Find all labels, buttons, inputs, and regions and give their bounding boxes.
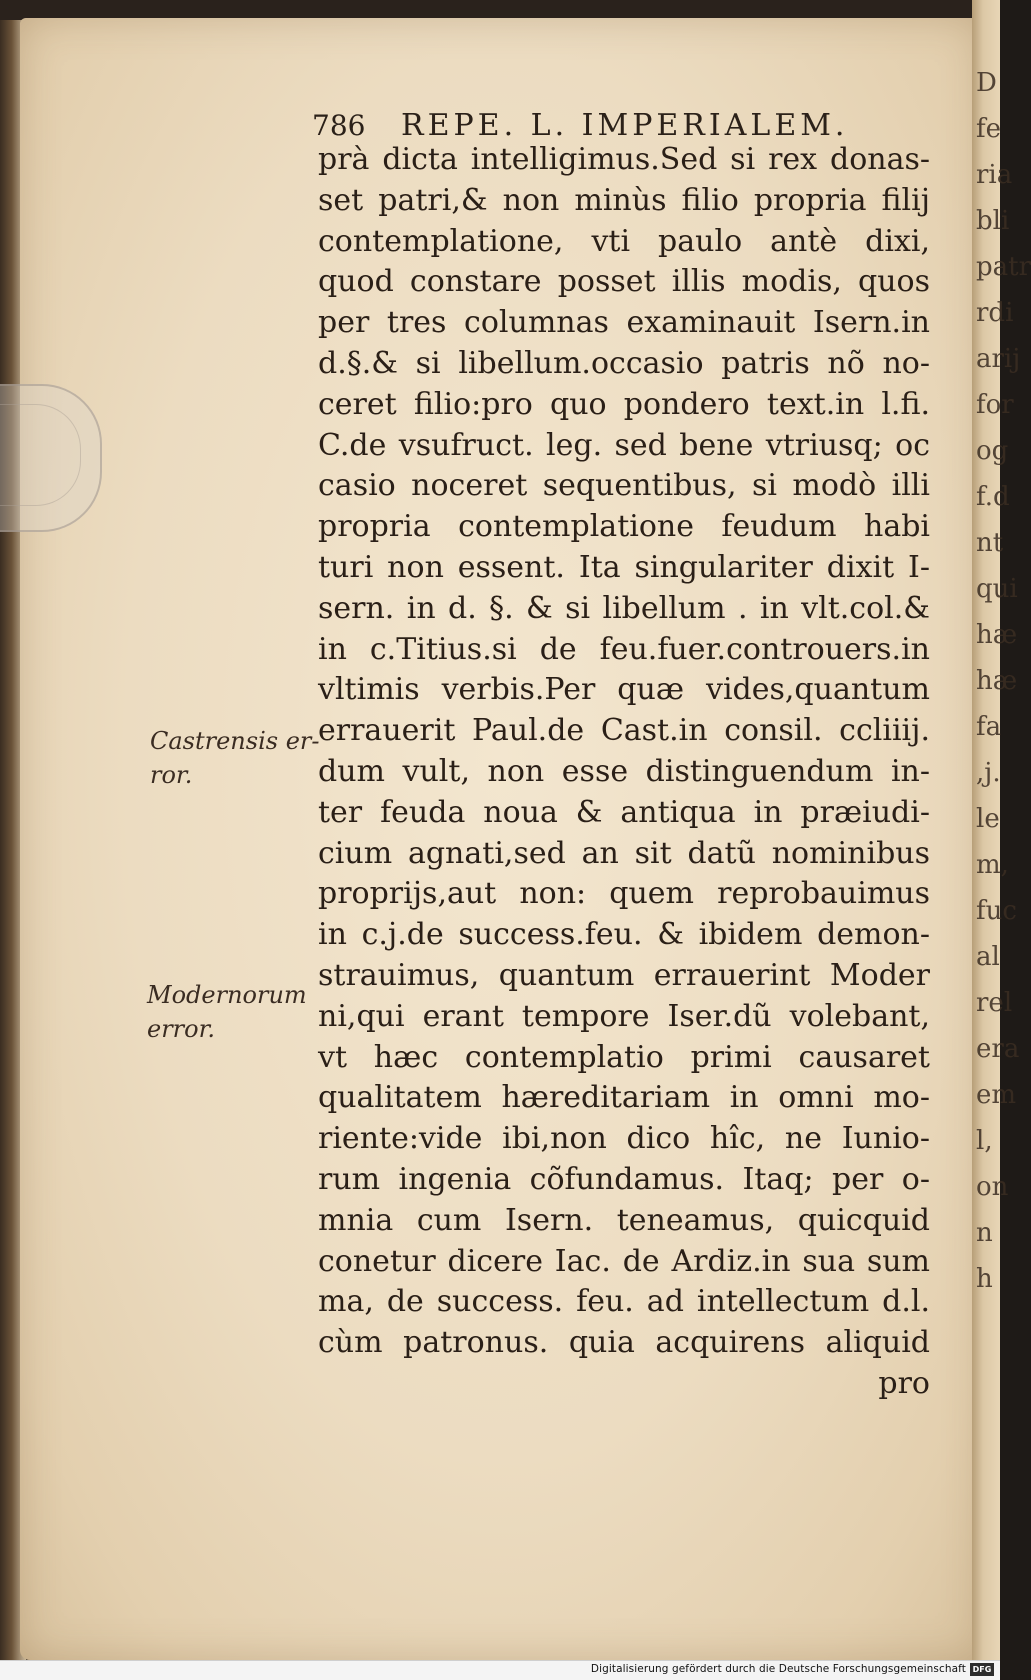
page-marker-ribbon-inner [0, 404, 81, 506]
margin-note-line: Modernorum [147, 981, 307, 1009]
facing-page-text: D fe ria bli patr rdi arij for og f.d nt qui hæ hæ fa ,j. le m, fuc al rel era em l, on n h [976, 68, 1031, 1294]
running-header [312, 108, 912, 143]
text-line: strauimus, quantum errauerint Moder [318, 957, 930, 993]
text-line: ma, de success. feu. ad intellectum d.l. [318, 1284, 930, 1320]
text-line: in c.j.de success.feu. & ibidem demon- [318, 917, 930, 953]
text-line: ni,qui erant tempore Iser.dũ volebant, [318, 998, 930, 1034]
funding-credit: Digitalisierung gefördert durch die Deutsche Forschungsgemeinschaft [590, 1663, 966, 1675]
margin-note-castrensis [150, 724, 320, 792]
text-line: quod constare posset illis modis, quos [318, 264, 930, 300]
margin-note-line: error. [147, 1015, 216, 1043]
dfg-logo: DFG [970, 1663, 994, 1676]
text-line: mnia cum Isern. teneamus, quicquid [318, 1202, 930, 1238]
margin-note-line: ror. [150, 761, 193, 789]
text-line: rum ingenia cõfundamus. Itaq; per o- [318, 1161, 930, 1197]
text-line: ter feuda noua & antiqua in præiudi- [318, 794, 930, 830]
text-line: contemplatione, vti paulo antè dixi, [318, 223, 930, 259]
text-line: per tres columnas examinauit Isern.in [318, 305, 930, 341]
text-line: turi non essent. Ita singulariter dixit I- [318, 549, 930, 585]
text-line: prà dicta intelligimus.Sed si rex donas- [318, 142, 930, 177]
digitization-footer [0, 1660, 1000, 1680]
text-line: set patri,& non minùs filio propria filij [318, 182, 930, 218]
text-line: in c.Titius.si de feu.fuer.controuers.in [318, 631, 930, 667]
text-line: ceret filio:pro quo pondero text.in l.fi. [318, 386, 930, 422]
facing-page-edge [972, 0, 1031, 1660]
text-line: riente:vide ibi,non dico hîc, ne Iunio- [318, 1121, 930, 1157]
page-number: 786 [312, 109, 366, 142]
running-title: REPE. L. IMPERIALEM. [401, 108, 849, 143]
text-line: cium agnati,sed an sit datũ nominibus [318, 835, 930, 871]
text-line: propria contemplatione feudum habi [318, 509, 930, 545]
text-line: proprijs,aut non: quem reprobauimus [318, 876, 930, 912]
text-line: qualitatem hæreditariam in omni mo- [318, 1080, 930, 1116]
text-line: d.§.& si libellum.occasio patris nõ no- [318, 345, 930, 381]
text-line: vt hæc contemplatio primi causaret [318, 1039, 930, 1075]
text-line: C.de vsufruct. leg. sed bene vtriusq; oc [318, 427, 930, 463]
text-line: sern. in d. §. & si libellum . in vlt.col.& [318, 590, 930, 626]
text-line: dum vult, non esse distinguendum in- [318, 753, 930, 789]
main-text-block [318, 140, 930, 1405]
text-line: errauerit Paul.de Cast.in consil. ccliiij. [318, 713, 930, 749]
text-line: casio noceret sequentibus, si modò illi [318, 468, 930, 504]
margin-note-line: Castrensis er- [150, 727, 320, 755]
text-line: vltimis verbis.Per quæ vides,quantum [318, 672, 930, 708]
margin-note-modernorum [147, 978, 307, 1046]
text-line: pro [878, 1365, 930, 1401]
text-line: cùm patronus. quia acquirens aliquid [318, 1325, 930, 1361]
text-line: conetur dicere Iac. de Ardiz.in sua sum [318, 1243, 930, 1279]
